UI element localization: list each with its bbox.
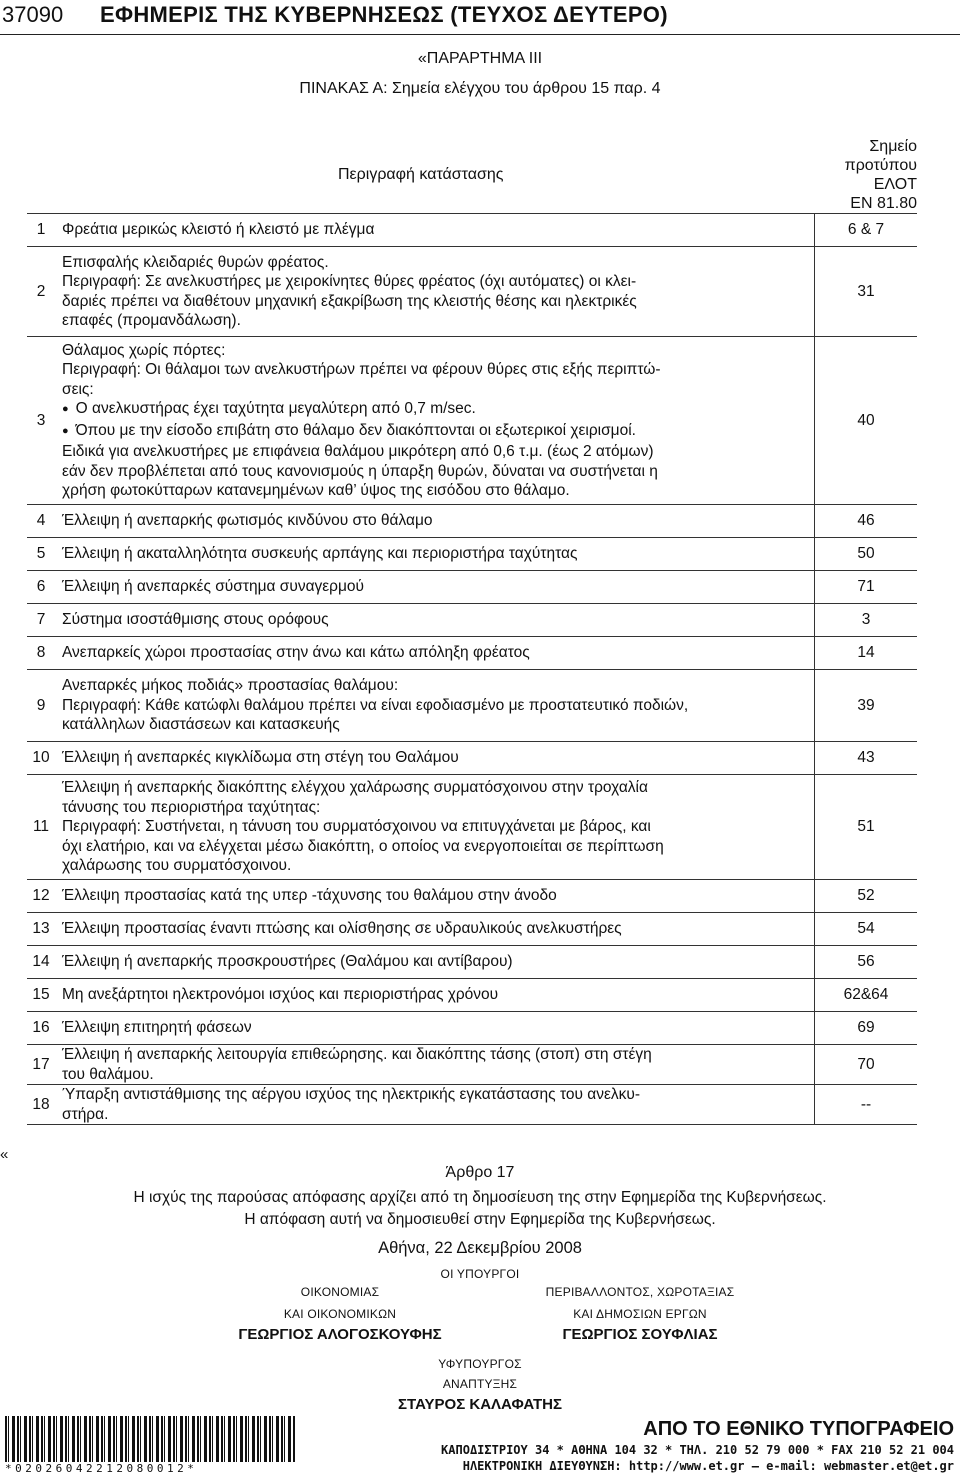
description-line: Έλλειψη προστασίας έναντι πτώσης και ολίσθησης σε υδραυλικούς ανελκυστήρες xyxy=(62,920,622,938)
table-row xyxy=(27,670,917,742)
row-number: 16 xyxy=(27,1012,55,1045)
row-description xyxy=(55,637,815,670)
row-standard-point: 6 & 7 xyxy=(815,214,918,247)
row-description xyxy=(55,742,815,775)
gazette-title: ΕΦΗΜΕΡΙΣ ΤΗΣ ΚΥΒΕΡΝΗΣΕΩΣ (ΤΕΥΧΟΣ ΔΕΥΤΕΡΟ) xyxy=(100,2,668,27)
row-description xyxy=(55,604,815,637)
row-standard-point: 31 xyxy=(815,247,918,337)
row-description xyxy=(55,880,815,913)
row-standard-point: 43 xyxy=(815,742,918,775)
table-row xyxy=(27,880,917,913)
description-line: Έλλειψη ή ανεπαρκής προσκρουστήρες (Θαλάμου και αντίβαρου) xyxy=(62,953,513,971)
row-number: 15 xyxy=(27,979,55,1012)
header-description: Περιγραφή κατάστασης xyxy=(27,137,815,214)
description-line: Περιγραφή: Σε ανελκυστήρες με χειροκίνητες θύρες φρέατος (όχι αυτόματες) οι κλει- xyxy=(62,273,637,290)
row-number: 11 xyxy=(27,775,55,880)
row-number: 9 xyxy=(27,670,55,742)
table-row xyxy=(27,1085,917,1125)
description-line: Έλλειψη ή ανεπαρκής διακόπτης ελέγχου χαλάρωσης συρματόσχοινου στην τροχαλία xyxy=(62,779,648,797)
row-description xyxy=(55,571,815,604)
table-row xyxy=(27,1012,917,1045)
description-line: κατάλληλων διαστάσεων και κατασκευής xyxy=(62,716,340,734)
description-line: Περιγραφή: Κάθε κατώφλι θαλάμου πρέπει να είναι εφοδιασμένο με προστατευτικό ποδιών, xyxy=(62,696,689,714)
deputy-signatory: ΣΤΑΥΡΟΣ ΚΑΛΑΦΑΤΗΣ xyxy=(398,1396,562,1413)
description-line: δαριές πρέπει να διαθέτουν μηχανική εξακρίβωση της κλειστής θέσης και ηλεκτρικές xyxy=(62,292,637,310)
article-text-1: Η ισχύς της παρούσας απόφασης αρχίζει από τη δημοσίευση της στην Εφημερίδα της Κυβερνήσεως. xyxy=(133,1189,827,1206)
row-standard-point: 50 xyxy=(815,538,918,571)
description-line: Περιγραφή: Συστήνεται, η τάνυση του συρματόσχοινου να επιτυγχάνεται με βάρος, και xyxy=(62,818,651,836)
row-standard-point: 69 xyxy=(815,1012,918,1045)
right-role-2: ΚΑΙ ΔΗΜΟΣΙΩΝ ΕΡΓΩΝ xyxy=(573,1307,707,1321)
table-row xyxy=(27,742,917,775)
table-row xyxy=(27,979,917,1012)
article-title: Άρθρο 17 xyxy=(445,1164,515,1181)
row-description xyxy=(55,1012,815,1045)
row-description xyxy=(55,214,815,247)
description-line: χαλάρωσης του συρματόσχοινου. xyxy=(62,857,292,875)
description-line: Φρεάτια μερικώς κλειστό ή κλειστό με πλέγμα xyxy=(62,221,375,239)
table-header-row xyxy=(27,137,917,214)
row-number: 10 xyxy=(27,742,55,775)
ministers-label: ΟΙ ΥΠΟΥΡΓΟΙ xyxy=(440,1267,520,1281)
checkpoints-table xyxy=(27,137,917,1125)
table-row xyxy=(27,604,917,637)
row-description xyxy=(55,538,815,571)
description-line: στήρα. xyxy=(62,1105,109,1123)
row-number: 3 xyxy=(27,337,55,505)
description-line: Ύπαρξη αντιστάθμισης της αέργου ισχύος της ηλεκτρικής εγκατάστασης του ανελκυ- xyxy=(62,1086,641,1103)
row-number: 8 xyxy=(27,637,55,670)
row-description xyxy=(55,1045,815,1085)
table-row xyxy=(27,538,917,571)
description-line: Έλλειψη ή ακαταλληλότητα συσκευής αρπάγης και περιοριστήρα ταχύτητας xyxy=(62,545,578,563)
table-row xyxy=(27,946,917,979)
row-standard-point: 14 xyxy=(815,637,918,670)
description-line: Ανεπαρκείς χώροι προστασίας στην άνω και κάτω απόληξη φρέατος xyxy=(62,644,530,662)
row-standard-point: 3 xyxy=(815,604,918,637)
row-standard-point: 54 xyxy=(815,913,918,946)
row-standard-point: 62&64 xyxy=(815,979,918,1012)
row-standard-point: 52 xyxy=(815,880,918,913)
row-standard-point: 39 xyxy=(815,670,918,742)
description-line: Έλλειψη ή ανεπαρκής λειτουργία επιθεώρησης. και διακόπτης τάσης (στοπ) στη στέγη xyxy=(62,1046,652,1063)
description-line: ● Όπου με την είσοδο επιβάτη στο θάλαμο δεν διακόπτονται οι εξωτερικοί χειρισμοί. xyxy=(62,421,806,443)
description-line: Έλλειψη προστασίας κατά της υπερ -τάχυνσης του θαλάμου στην άνοδο xyxy=(62,887,557,905)
row-standard-point: 56 xyxy=(815,946,918,979)
row-number: 18 xyxy=(27,1085,55,1125)
row-description xyxy=(55,946,815,979)
left-role-2: ΚΑΙ ΟΙΚΟΝΟΜΙΚΩΝ xyxy=(283,1307,397,1321)
table-row xyxy=(27,913,917,946)
row-description xyxy=(55,913,815,946)
description-line: επαφές (προμανδάλωση). xyxy=(62,312,241,329)
row-number: 12 xyxy=(27,880,55,913)
annex-title: «ΠΑΡΑΡΤΗΜΑ ΙΙΙ xyxy=(417,50,543,67)
row-description xyxy=(55,1085,815,1125)
row-standard-point: 70 xyxy=(815,1045,918,1085)
header-divider xyxy=(0,34,960,35)
right-role-1: ΠΕΡΙΒΑΛΛΟΝΤΟΣ, ΧΩΡΟΤΑΞΙΑΣ xyxy=(545,1285,735,1299)
deputy-role-2: ΑΝΑΠΤΥΞΗΣ xyxy=(442,1377,518,1391)
publisher-web: ΗΛΕΚΤΡΟΝΙΚΗ ΔΙΕΥΘΥΝΣΗ: http://www.et.gr — e-mail: webmaster.et@et.gr xyxy=(462,1459,954,1473)
row-standard-point: 40 xyxy=(815,337,918,505)
description-line: εάν δεν προβλέπεται από τους κανονισμούς η ύπαρξη θυρών, δύναται να συστήνεται η xyxy=(62,462,658,480)
table-row xyxy=(27,637,917,670)
description-line: Επισφαλής κλειδαριές θυρών φρέατος. xyxy=(62,253,329,271)
description-line: Περιγραφή: Οι θάλαμοι των ανελκυστήρων πρέπει να φέρουν θύρες στις εξής περιπτώ- xyxy=(62,361,661,378)
row-number: 17 xyxy=(27,1045,55,1085)
table-row xyxy=(27,337,917,505)
left-role-1: ΟΙΚΟΝΟΜΙΑΣ xyxy=(300,1285,380,1299)
description-line: όχι ελατήριο, και να ελέγχεται μέσω διακόπτη, ο οποίος να ενεργοποιείται σε περίπτωση xyxy=(62,837,664,855)
row-description xyxy=(55,979,815,1012)
closing-quote: « xyxy=(0,1146,9,1163)
annex-subtitle: ΠΙΝΑΚΑΣ Α: Σημεία ελέγχου του άρθρου 15 παρ. 4 xyxy=(299,80,661,97)
description-line: τάνυσης του περιοριστήρα ταχύτητας: xyxy=(62,798,321,816)
row-number: 13 xyxy=(27,913,55,946)
row-standard-point: 71 xyxy=(815,571,918,604)
table-row xyxy=(27,1045,917,1085)
row-number: 4 xyxy=(27,505,55,538)
row-description xyxy=(55,505,815,538)
row-standard-point: 51 xyxy=(815,775,918,880)
description-line: σεις: xyxy=(62,380,94,398)
row-number: 7 xyxy=(27,604,55,637)
row-description xyxy=(55,670,815,742)
row-description xyxy=(55,247,815,337)
right-signatory: ΓΕΩΡΓΙΟΣ ΣΟΥΦΛΙΑΣ xyxy=(562,1326,718,1343)
description-line: ● Ο ανελκυστήρας έχει ταχύτητα μεγαλύτερη από 0,7 m/sec. xyxy=(62,399,806,421)
description-line: Έλλειψη επιτηρητή φάσεων xyxy=(62,1019,252,1037)
table-row xyxy=(27,247,917,337)
description-line: Έλλειψη ή ανεπαρκές κιγκλίδωμα στη στέγη του Θαλάμου xyxy=(62,749,459,767)
row-number: 2 xyxy=(27,247,55,337)
publisher-address: ΚΑΠΟΔΙΣΤΡΙΟΥ 34 * ΑΘΗΝΑ 104 32 * ΤΗΛ. 210 52 79 000 * FAX 210 52 21 004 xyxy=(441,1443,954,1457)
page-number: 37090 xyxy=(2,2,64,27)
date-line: Αθήνα, 22 Δεκεμβρίου 2008 xyxy=(378,1239,582,1257)
description-line: Έλλειψη ή ανεπαρκής φωτισμός κινδύνου στο θάλαμο xyxy=(62,512,433,530)
publisher-name: ΑΠΟ ΤΟ ΕΘΝΙΚΟ ΤΥΠΟΓΡΑΦΕΙΟ xyxy=(643,1418,954,1440)
description-line: Μη ανεξάρτητοι ηλεκτρονόμοι ισχύος και περιοριστήρας χρόνου xyxy=(62,986,499,1004)
row-standard-point: 46 xyxy=(815,505,918,538)
description-line: Σύστημα ισοστάθμισης στους ορόφους xyxy=(62,611,329,629)
article-text-2: Η απόφαση αυτή να δημοσιευθεί στην Εφημερίδα της Κυβερνήσεως. xyxy=(244,1211,716,1228)
description-line: χρήση φωτοκύτταρων κατανεμημένων καθ’ ύψος της εισόδου στο θάλαμο. xyxy=(62,482,570,499)
barcode-image xyxy=(5,1416,295,1462)
table-row xyxy=(27,775,917,880)
deputy-role-1: ΥΦΥΠΟΥΡΓΟΣ xyxy=(438,1357,522,1371)
row-number: 6 xyxy=(27,571,55,604)
row-description xyxy=(55,337,815,505)
description-line: Ειδικά για ανελκυστήρες με επιφάνεια θαλάμου μικρότερη από 0,6 τ.μ. (έως 2 ατόμων) xyxy=(62,443,654,460)
table-row xyxy=(27,505,917,538)
description-line: Έλλειψη ή ανεπαρκές σύστημα συναγερμού xyxy=(62,578,365,596)
description-line: του θαλάμου. xyxy=(62,1065,154,1083)
row-standard-point: -- xyxy=(815,1085,918,1125)
table-row xyxy=(27,571,917,604)
barcode-digits: *02026042212080012* xyxy=(5,1462,198,1475)
row-number: 5 xyxy=(27,538,55,571)
description-line: Ανεπαρκές μήκος ποδιάς» προστασίας θαλάμου: xyxy=(62,677,399,695)
description-line: Θάλαμος χωρίς πόρτες: xyxy=(62,341,226,359)
table-row xyxy=(27,214,917,247)
left-signatory: ΓΕΩΡΓΙΟΣ ΑΛΟΓΟΣΚΟΥΦΗΣ xyxy=(238,1326,442,1343)
row-description xyxy=(55,775,815,880)
row-number: 14 xyxy=(27,946,55,979)
row-number: 1 xyxy=(27,214,55,247)
header-standard-point: Σημείο προτύπου ΕΛΟΤ EN 81.80 xyxy=(815,137,918,214)
